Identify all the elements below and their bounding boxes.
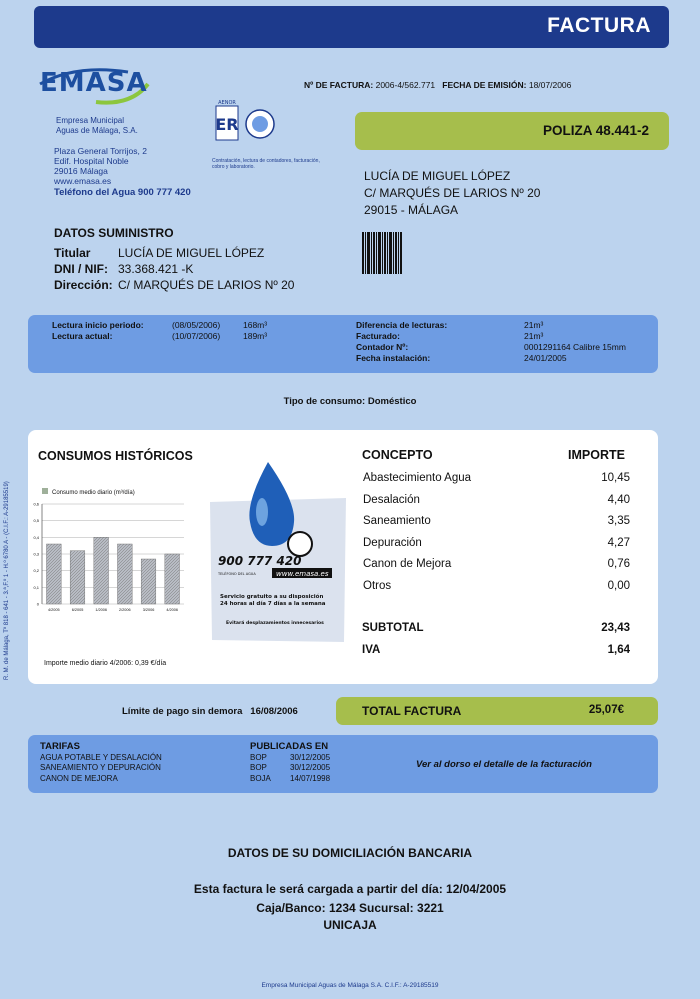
detail-note: Ver al dorso el detalle de la facturación (416, 759, 592, 770)
x-tick-label: 6/2005 (71, 608, 84, 612)
published-date: 30/12/2005 (290, 752, 331, 762)
import-value: 0,00 (607, 579, 630, 592)
y-tick-label: 0,6 (33, 501, 39, 507)
invoice-date-label: FECHA DE EMISIÓN: (442, 80, 527, 90)
iva-value: 1,64 (607, 644, 630, 656)
promo-card (210, 462, 346, 642)
published-list (250, 742, 330, 784)
addressee-name: LUCÍA DE MIGUEL LÓPEZ (364, 169, 511, 183)
subtotal-value: 23,43 (601, 622, 630, 634)
dir-label: Dirección: (54, 278, 113, 292)
chart-title: Consumo medio diario (m³/día) (52, 490, 135, 496)
import-value: 3,35 (607, 515, 630, 527)
chart-bar (70, 551, 85, 604)
page-title: FACTURA (547, 14, 651, 37)
certification-icon (212, 98, 282, 158)
promo-phone: 900 777 420 (218, 554, 302, 568)
y-tick-label: 0,2 (33, 568, 39, 574)
bank-title: DATOS DE SU DOMICILIACIÓN BANCARIA (227, 846, 473, 860)
published-date: 14/07/1998 (290, 773, 331, 783)
published-source: BOP (250, 752, 267, 762)
concept-header: CONCEPTO (362, 448, 433, 462)
iva-label: IVA (362, 644, 381, 656)
company-phone: Teléfono del Agua 900 777 420 (54, 187, 191, 198)
invoice-num: 2006-4/562.771 (375, 80, 436, 90)
promo-line1: Servicio gratuito a su disposición (220, 594, 324, 600)
concept-item: Otros (363, 579, 392, 592)
current-date: (10/07/2006) (172, 331, 221, 341)
concept-item: Depuración (363, 536, 422, 549)
chart-bar (94, 537, 109, 604)
promo-line3: Evitará desplazamientos innecesarios (226, 621, 324, 626)
invoice-num-label: Nº DE FACTURA: (304, 80, 374, 90)
subtotal-values (560, 617, 630, 661)
readings-left (52, 320, 267, 342)
concept-item: Abastecimiento Agua (363, 472, 472, 484)
cert-er-mark: ER (215, 115, 239, 134)
x-tick-label: 2/2006 (119, 608, 131, 612)
meter-label: Contador Nº: (356, 342, 409, 352)
billed-label: Facturado: (356, 331, 400, 341)
install-value: 24/01/2005 (524, 353, 567, 363)
chart-bar (165, 554, 180, 604)
payment-limit (122, 706, 298, 717)
diff-label: Diferencia de lecturas: (356, 320, 448, 330)
current-label: Lectura actual: (52, 331, 113, 341)
historic-title: CONSUMOS HISTÓRICOS (38, 449, 193, 463)
chart-bar (141, 559, 156, 604)
import-value: 10,45 (601, 472, 630, 484)
concept-item: Saneamiento (363, 515, 431, 527)
concept-item: Canon de Mejora (363, 558, 452, 570)
company-logo: EMASA (40, 68, 148, 98)
start-date: (08/05/2006) (172, 320, 221, 330)
company-name (56, 116, 138, 136)
y-tick-label: 0,4 (33, 534, 39, 540)
cert-text: Contratación, lectura de contadores, facturación, cobro y laboratorio. (212, 158, 320, 170)
y-tick-label: 0,1 (33, 584, 39, 590)
published-source: BOP (250, 763, 267, 772)
install-label: Fecha instalación: (356, 353, 431, 363)
barcode (362, 232, 402, 274)
invoice-info (304, 80, 571, 90)
importe-medio: Importe medio diario 4/2006: 0,39 €/día (44, 660, 167, 667)
address-line1: Plaza General Torrijos, 2 (54, 146, 147, 156)
dni-value: 33.368.421 -K (118, 262, 194, 276)
total-value: 25,07€ (588, 704, 624, 716)
diff-value: 21m³ (524, 320, 544, 330)
water-drop-icon (249, 462, 294, 546)
tarifa-item: SANEAMIENTO Y DEPURACIÓN (40, 763, 161, 772)
published-title: PUBLICADAS EN (250, 741, 329, 752)
billed-value: 21m³ (524, 331, 544, 341)
promo-web: www.emasa.es (276, 570, 329, 578)
published-source: BOJA (250, 773, 271, 783)
x-tick-label: 3/2006 (142, 608, 155, 612)
y-tick-label: 0,3 (33, 551, 39, 557)
y-tick-label: 0 (36, 601, 39, 607)
bank-line1: Esta factura le será cargada a partir del día: 12/04/2005 (193, 882, 507, 896)
current-value: 189m³ (243, 331, 268, 341)
import-value: 4,27 (607, 536, 630, 549)
poliza-number: POLIZA 48.441-2 (542, 123, 649, 138)
published-date: 30/12/2005 (290, 763, 331, 772)
footer: Empresa Municipal Aguas de Málaga S.A. C.I.F.: A-29185519 (261, 982, 439, 989)
address-line2: Edif. Hospital Noble (54, 156, 129, 166)
addressee-city: 29015 - MÁLAGA (364, 203, 459, 217)
tarifas-title: TARIFAS (40, 741, 80, 752)
x-tick-label: 4/2006 (166, 608, 178, 612)
subtotal-label: SUBTOTAL (362, 622, 424, 634)
invoice-date: 18/07/2006 (528, 80, 572, 90)
meter-value: 0001291164 Calibre 15mm (524, 342, 626, 352)
supply-table (54, 245, 294, 293)
address-line3: 29016 Málaga (54, 166, 108, 176)
concept-list (363, 468, 471, 597)
poliza-bar (355, 112, 669, 150)
company-name-line2: Aguas de Málaga, S.A. (56, 126, 138, 135)
promo-line2: 24 horas al día 7 días a la semana (220, 601, 326, 607)
header-bar (34, 6, 669, 48)
import-header: IMPORTE (568, 448, 625, 462)
cert-aenor-label: AENOR (218, 100, 236, 106)
limit-date: 16/08/2006 (250, 706, 298, 717)
company-address (54, 146, 147, 186)
x-tick-label: 4/2005 (48, 608, 60, 612)
titular-label: Titular (54, 246, 91, 260)
import-value: 0,76 (607, 558, 630, 570)
tarifas-list (40, 742, 162, 784)
concept-item: Desalación (363, 493, 420, 506)
start-label: Lectura inicio periodo: (52, 320, 144, 330)
titular-value: LUCÍA DE MIGUEL LÓPEZ (118, 246, 265, 260)
company-web: www.emasa.es (54, 176, 112, 186)
tarifa-item: CANON DE MEJORA (40, 773, 118, 783)
tarifa-item: AGUA POTABLE Y DESALACIÓN (40, 752, 162, 762)
bank-line3: UNICAJA (323, 918, 377, 932)
company-name-line1: Empresa Municipal (56, 116, 125, 125)
phone-icon (288, 532, 312, 556)
y-tick-label: 0,5 (33, 518, 39, 524)
limit-label: Límite de pago sin demora (122, 706, 243, 717)
side-registry-text: R. M. de Málaga, Tº 818 - 641 - 3.ª,F.º 1 - H.º 6780 A - (C.I.F.: A-29185519) (4, 481, 10, 680)
subtotal-labels (362, 617, 424, 661)
chart-bar (117, 544, 132, 604)
dni-label: DNI / NIF: (54, 262, 108, 276)
dir-value: C/ MARQUÉS DE LARIOS Nº 20 (118, 278, 295, 292)
readings-right (356, 320, 626, 364)
supply-title: DATOS SUMINISTRO (54, 226, 174, 240)
bank-line2: Caja/Banco: 1234 Sucursal: 3221 (256, 901, 444, 915)
chart-bar (46, 544, 61, 604)
total-label: TOTAL FACTURA (362, 704, 462, 718)
start-value: 168m³ (243, 320, 268, 330)
x-tick-label: 1/2006 (95, 608, 107, 612)
addressee-street: C/ MARQUÉS DE LARIOS Nº 20 (364, 186, 541, 200)
legend-swatch (42, 488, 48, 494)
import-value: 4,40 (607, 493, 630, 506)
promo-phone-sub: TELÉFONO DEL AGUA (218, 572, 256, 576)
consumption-type: Tipo de consumo: Doméstico (283, 396, 417, 407)
import-list (560, 468, 630, 597)
addressee-block (364, 168, 540, 219)
historic-chart (32, 480, 192, 620)
total-bar (336, 697, 658, 725)
